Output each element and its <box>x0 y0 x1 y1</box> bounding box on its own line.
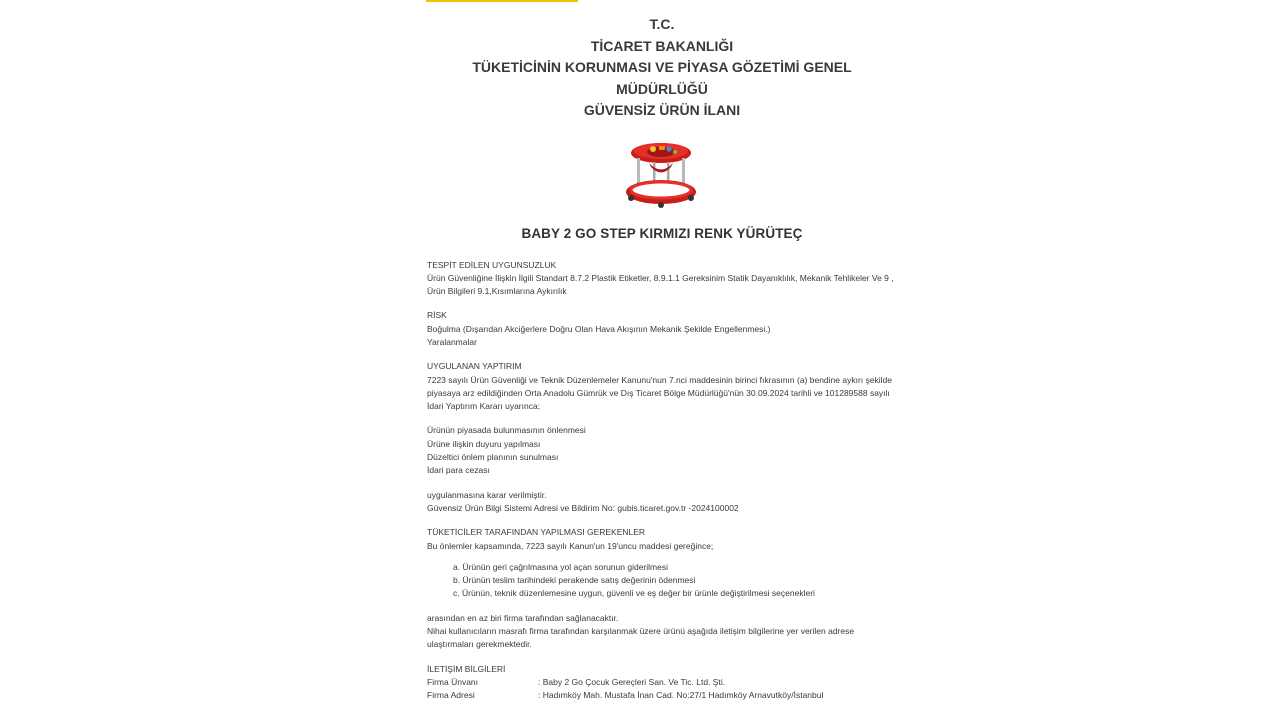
nonconformity-text: Ürün Güvenliğine İlişkin İlgili Standart 8.7.2 Plastik Etiketler, 8.9.1.1 Gereksinim Statik Dayanıklılık, Mekanik Tehlikeler Ve 9 , Ürün Bilgileri 9.1,Kısımlarına Aykırılık <box>427 272 894 297</box>
sanction-section <box>427 360 897 515</box>
risk-line-2: Yaralanmalar <box>427 336 477 347</box>
consumer-final: Nihai kullanıcıların masrafı firma tarafından karşılanmak üzere ürünü aşağıda iletişim bilgilerine yer verilen adrese ulaştırmaları gerekmektedir. <box>427 626 855 650</box>
sanction-item: Düzeltici önlem planının sunulması <box>427 452 559 463</box>
sanction-heading: UYGULANAN YAPTIRIM <box>427 361 522 372</box>
sanction-item: Ürünün piyasada bulunmasının önlenmesi <box>427 425 586 436</box>
nonconformity-section <box>427 259 897 299</box>
contact-row-company <box>427 676 897 689</box>
consumer-intro: Bu önlemler kapsamında, 7223 sayılı Kanun'un 19'uncu maddesi gereğince; <box>427 540 714 551</box>
gubis-reference: Güvensiz Ürün Bilgi Sistemi Adresi ve Bildirim No: gubis.ticaret.gov.tr -2024100002 <box>427 502 739 513</box>
nonconformity-heading: TESPİT EDİLEN UYGUNSUZLUK <box>427 259 557 270</box>
contact-section <box>427 663 897 703</box>
sanction-item: Ürüne ilişkin duyuru yapılması <box>427 438 541 449</box>
sanction-item: İdari para cezası <box>427 465 490 476</box>
sanction-decision: uygulanmasına karar verilmiştir. <box>427 489 547 500</box>
consumer-heading: TÜKETİCİLER TARAFINDAN YAPILMASI GEREKENLER <box>427 527 646 538</box>
top-accent-bar <box>426 0 578 2</box>
contact-heading: İLETİŞİM BİLGİLERİ <box>427 663 506 674</box>
sanction-text: 7223 sayılı Ürün Güvenliği ve Teknik Düzenlemeler Kanunu'nun 7.nci maddesinin birinci fıkrasının (a) bendine aykırı şekilde piyasaya arz edildiğinden Orta Anadolu Gümrük ve Dış Ticaret Bölge Müdürlüğü'nün 30.09.2024 tarihli ve 101289588 sayılı İdari Yaptırım Kararı uyarınca; <box>427 374 892 412</box>
consumer-section <box>427 526 897 651</box>
contact-label: Firma Adresi <box>427 690 475 701</box>
header-line-ministry: TİCARET BAKANLIĞI <box>590 37 734 54</box>
measures-list <box>427 561 897 601</box>
risk-section <box>427 309 897 349</box>
header-line-title: GÜVENSİZ ÜRÜN İLANI <box>583 102 741 118</box>
header-line-directorate: TÜKETİCİNİN KORUNMASI VE PİYASA GÖZETİMİ GENEL MÜDÜRLÜĞÜ <box>472 59 852 97</box>
risk-heading: RİSK <box>427 310 447 321</box>
risk-line-1: Boğulma (Dışarıdan Akciğerlere Doğru Olan Hava Akışının Mekanik Şekilde Engellenmesi.) <box>427 323 771 334</box>
contact-label: Firma Ünvanı <box>427 676 479 687</box>
contact-value: : Baby 2 Go Çocuk Gereçleri San. Ve Tic. Ltd. Şti. <box>538 676 726 687</box>
measure-item: b. Ürünün teslim tarihindeki perakende satış değerinin ödenmesi <box>453 575 696 586</box>
contact-value: : Hadımköy Mah. Mustafa İnan Cad. No:27/1 Hadımköy Arnavutköy/İstanbul <box>538 690 824 701</box>
product-title: BABY 2 GO STEP KIRMIZI RENK YÜRÜTEÇ <box>521 225 803 241</box>
notice-header <box>429 14 895 122</box>
header-line-tc: T.C. <box>649 16 675 32</box>
contact-row-address <box>427 689 897 702</box>
baby-walker-icon <box>623 136 699 212</box>
unsafe-product-notice <box>427 14 897 703</box>
measure-item: a. Ürünün geri çağrılmasına yol açan sorunun giderilmesi <box>453 561 668 572</box>
consumer-after: arasından en az biri firma tarafından sağlanacaktır. <box>427 612 619 623</box>
measure-item: c. Ürünün, teknik düzenlemesine uygun, güvenli ve eş değer bir ürünle değiştirilmesi seçenekleri <box>453 588 815 599</box>
